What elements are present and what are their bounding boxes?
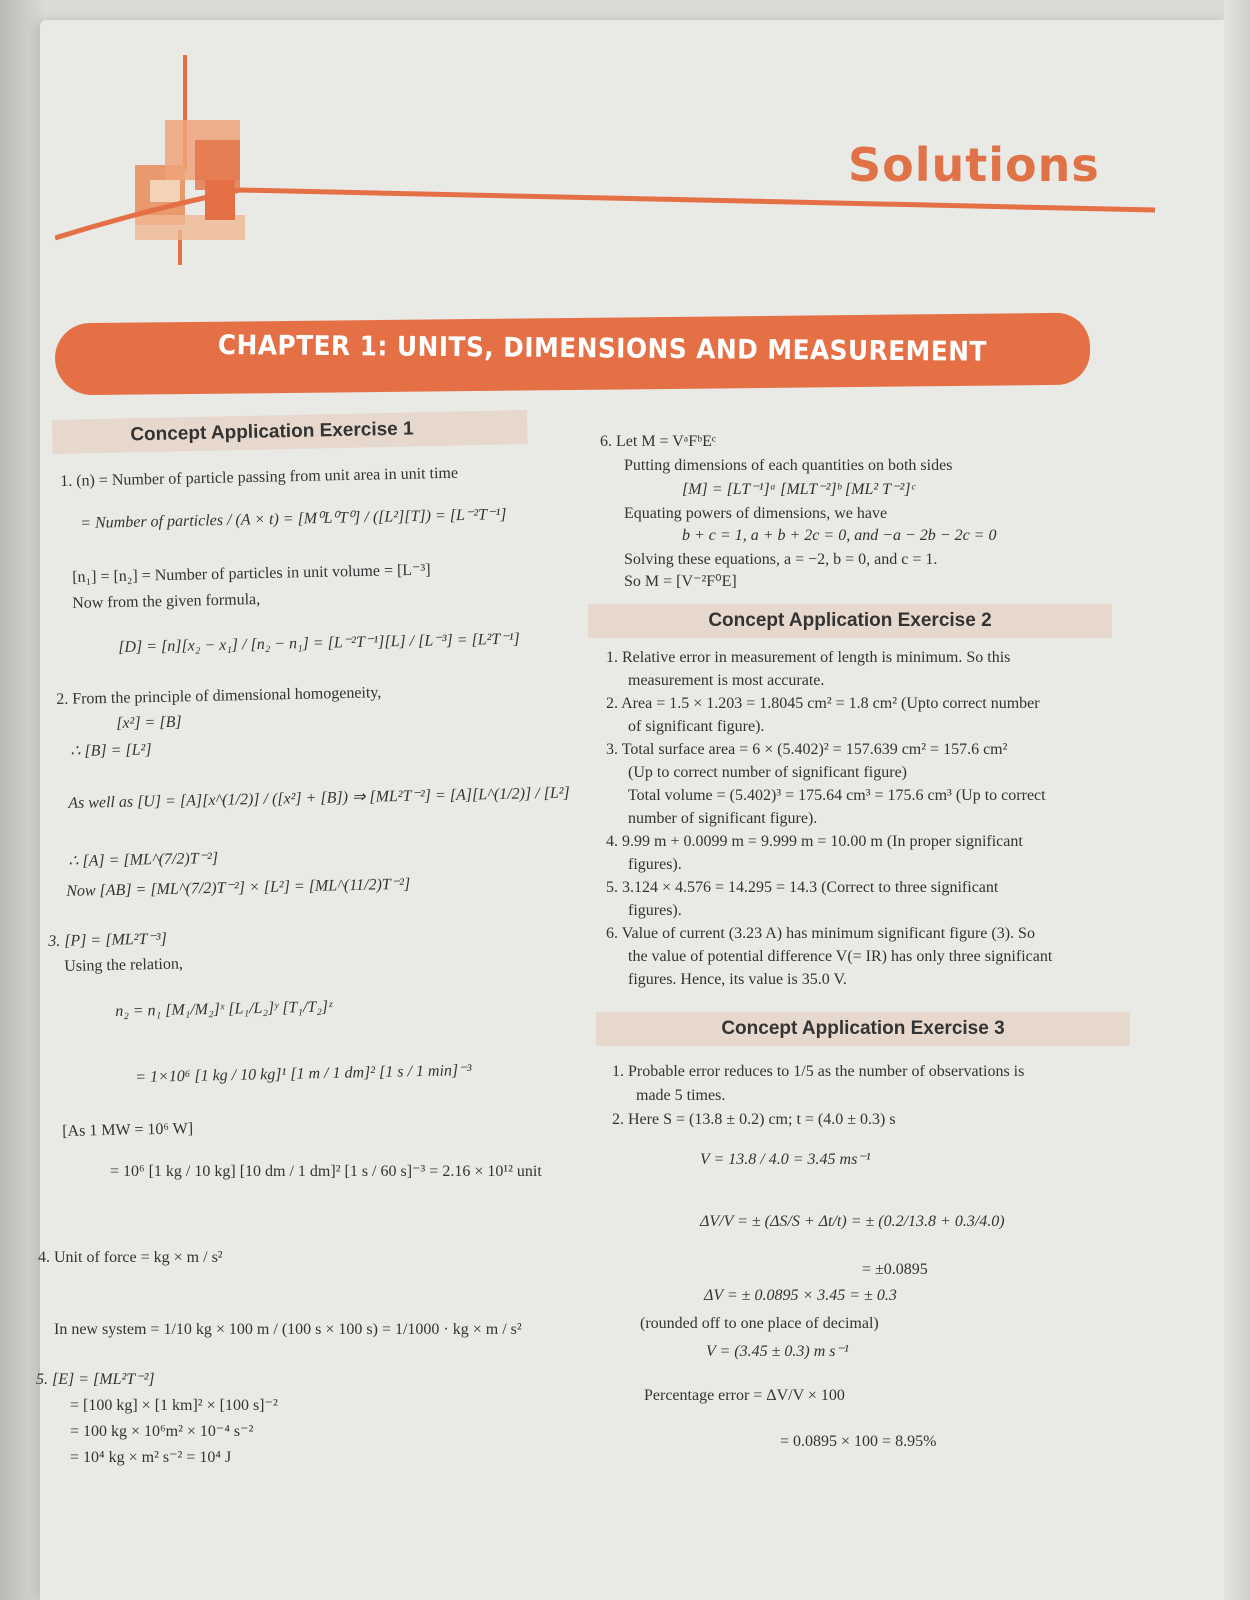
ex2-line: 1. Relative error in measurement of length is minimum. So this (606, 649, 1011, 666)
ex2-line: figures). (628, 902, 682, 919)
p1-eq4: [D] = [n][x₂ − x₁] / [n₂ − n₁] = [L⁻²T⁻¹][L] / [L⁻³] = [L²T⁻¹] (118, 630, 521, 656)
ex2-line: (Up to correct number of significant figure) (628, 764, 908, 781)
exercise-2-heading (588, 604, 1112, 638)
p6-g: So M = [V⁻²F⁰E] (624, 573, 737, 590)
ex3-d: V = 13.8 / 4.0 = 3.45 ms⁻¹ (700, 1151, 871, 1168)
ex2-line: 5. 3.124 × 4.576 = 14.295 = 14.3 (Correct to three significant (606, 879, 999, 896)
ex2-line: figures). (628, 856, 682, 873)
p6-d: Equating powers of dimensions, we have (624, 505, 888, 522)
ex3-g: ΔV = ± 0.0895 × 3.45 = ± 0.3 (704, 1287, 897, 1304)
p2-b: ∴ [B] = [L²] (70, 741, 152, 760)
p3-d: = 1×10⁶ [1 kg / 10 kg]¹ [1 m / 1 dm]² [1 s / 1 min]⁻³ (135, 1061, 472, 1086)
p4-b: In new system = 1/10 kg × 100 m / (100 s × 100 s) = 1/1000 · kg × m / s² (54, 1321, 522, 1338)
p6-c: [M] = [LT⁻¹]ᵃ [MLT⁻²]ᵇ [ML² T⁻²]ᶜ (682, 481, 915, 498)
ex3-f: = ±0.0895 (862, 1261, 928, 1278)
ex3-b: made 5 times. (636, 1087, 726, 1104)
p3-b: Using the relation, (64, 955, 184, 975)
page-edge (1224, 0, 1250, 1600)
p1-eq1: = Number of particles / (A × t) = [M⁰L⁰T⁰] / ([L²][T]) = [L⁻²T⁻¹] (80, 506, 507, 532)
ex3-k: = 0.0895 × 100 = 8.95% (780, 1433, 937, 1450)
p1-eq2: [n₁] = [n₂] = Number of particles in unit volume = [L⁻³] (72, 561, 431, 586)
exercise-2-list (606, 646, 1052, 991)
p2-c: As well as [U] = [A][x^(1/2)] / ([x²] + [B]) ⇒ [ML²T⁻²] = [A][L^(1/2)] / [L²] (68, 784, 570, 812)
p1-eq3: Now from the given formula, (72, 591, 261, 612)
exercise-3-heading-text: Concept Application Exercise 3 (721, 1018, 1005, 1039)
ex2-line: measurement is most accurate. (628, 672, 825, 689)
p5-c: = 100 kg × 10⁶m² × 10⁻⁴ s⁻² (70, 1423, 254, 1440)
ex2-line: the value of potential difference V(= IR) has only three significant (628, 948, 1053, 965)
ex2-line: 3. Total surface area = 6 × (5.402)² = 157.639 cm² = 157.6 cm² (606, 741, 1008, 758)
p4-a: 4. Unit of force = kg × m / s² (38, 1249, 223, 1266)
ex2-line: 4. 9.99 m + 0.0099 m = 9.999 m = 10.00 m (In proper significant (606, 833, 1023, 850)
p3-a: 3. [P] = [ML²T⁻³] (48, 930, 168, 950)
exercise-1-heading-text: Concept Application Exercise 1 (130, 418, 414, 446)
p2-intro: 2. From the principle of dimensional homogeneity, (56, 684, 382, 708)
p5-b: = [100 kg] × [1 km]² × [100 s]⁻² (70, 1397, 278, 1414)
ex3-a: 1. Probable error reduces to 1/5 as the number of observations is (612, 1063, 1025, 1080)
p6-b: Putting dimensions of each quantities on both sides (624, 457, 953, 474)
ex3-i: V = (3.45 ± 0.3) m s⁻¹ (706, 1343, 849, 1360)
ex2-line: figures. Hence, its value is 35.0 V. (628, 971, 847, 988)
chapter-title: CHAPTER 1: UNITS, DIMENSIONS AND MEASUREMENT (217, 330, 988, 368)
page-title: Solutions (848, 138, 1100, 192)
ex2-line: Total volume = (5.402)³ = 175.64 cm³ = 175.6 cm³ (Up to correct (628, 787, 1046, 804)
ex2-line: 6. Value of current (3.23 A) has minimum significant figure (3). So (606, 925, 1035, 942)
ex2-line: of significant figure). (628, 718, 765, 735)
ex3-c: 2. Here S = (13.8 ± 0.2) cm; t = (4.0 ± 0.3) s (612, 1111, 896, 1128)
p3-f: = 10⁶ [1 kg / 10 kg] [10 dm / 1 dm]² [1 s / 60 s]⁻³ = 2.16 × 10¹² unit (110, 1163, 542, 1180)
p6-f: Solving these equations, a = −2, b = 0, and c = 1. (624, 551, 938, 568)
p3-e: [As 1 MW = 10⁶ W] (62, 1120, 194, 1140)
p2-d: ∴ [A] = [ML^(7/2)T⁻²] (68, 849, 219, 870)
exercise-2-heading-text: Concept Application Exercise 2 (708, 610, 992, 631)
p1-intro: 1. (n) = Number of particle passing from unit area in unit time (60, 464, 459, 490)
p3-c: n₂ = n₁ [M₁/M₂]ˣ [L₁/L₂]ʸ [T₁/T₂]ᶻ (115, 998, 333, 1020)
exercise-3-heading (596, 1012, 1130, 1046)
p6-a: 6. Let M = VᵃFᵇEᶜ (600, 433, 716, 450)
ex3-h: (rounded off to one place of decimal) (640, 1315, 879, 1332)
p5-d: = 10⁴ kg × m² s⁻² = 10⁴ J (70, 1449, 232, 1466)
ex2-line: number of significant figure). (628, 810, 818, 827)
p2-e: Now [AB] = [ML^(7/2)T⁻²] × [L²] = [ML^(11/2)T⁻²] (66, 875, 411, 900)
p2-a: [x²] = [B] (116, 713, 182, 732)
ex2-line: 2. Area = 1.5 × 1.203 = 1.8045 cm² = 1.8 cm² (Upto correct number (606, 695, 1040, 712)
p5-a: 5. [E] = [ML²T⁻²] (36, 1371, 155, 1388)
p6-e: b + c = 1, a + b + 2c = 0, and −a − 2b − 2c = 0 (682, 527, 997, 544)
ex3-j: Percentage error = ΔV/V × 100 (644, 1387, 845, 1404)
ex3-e: ΔV/V = ± (ΔS/S + Δt/t) = ± (0.2/13.8 + 0.3/4.0) (700, 1213, 1005, 1230)
